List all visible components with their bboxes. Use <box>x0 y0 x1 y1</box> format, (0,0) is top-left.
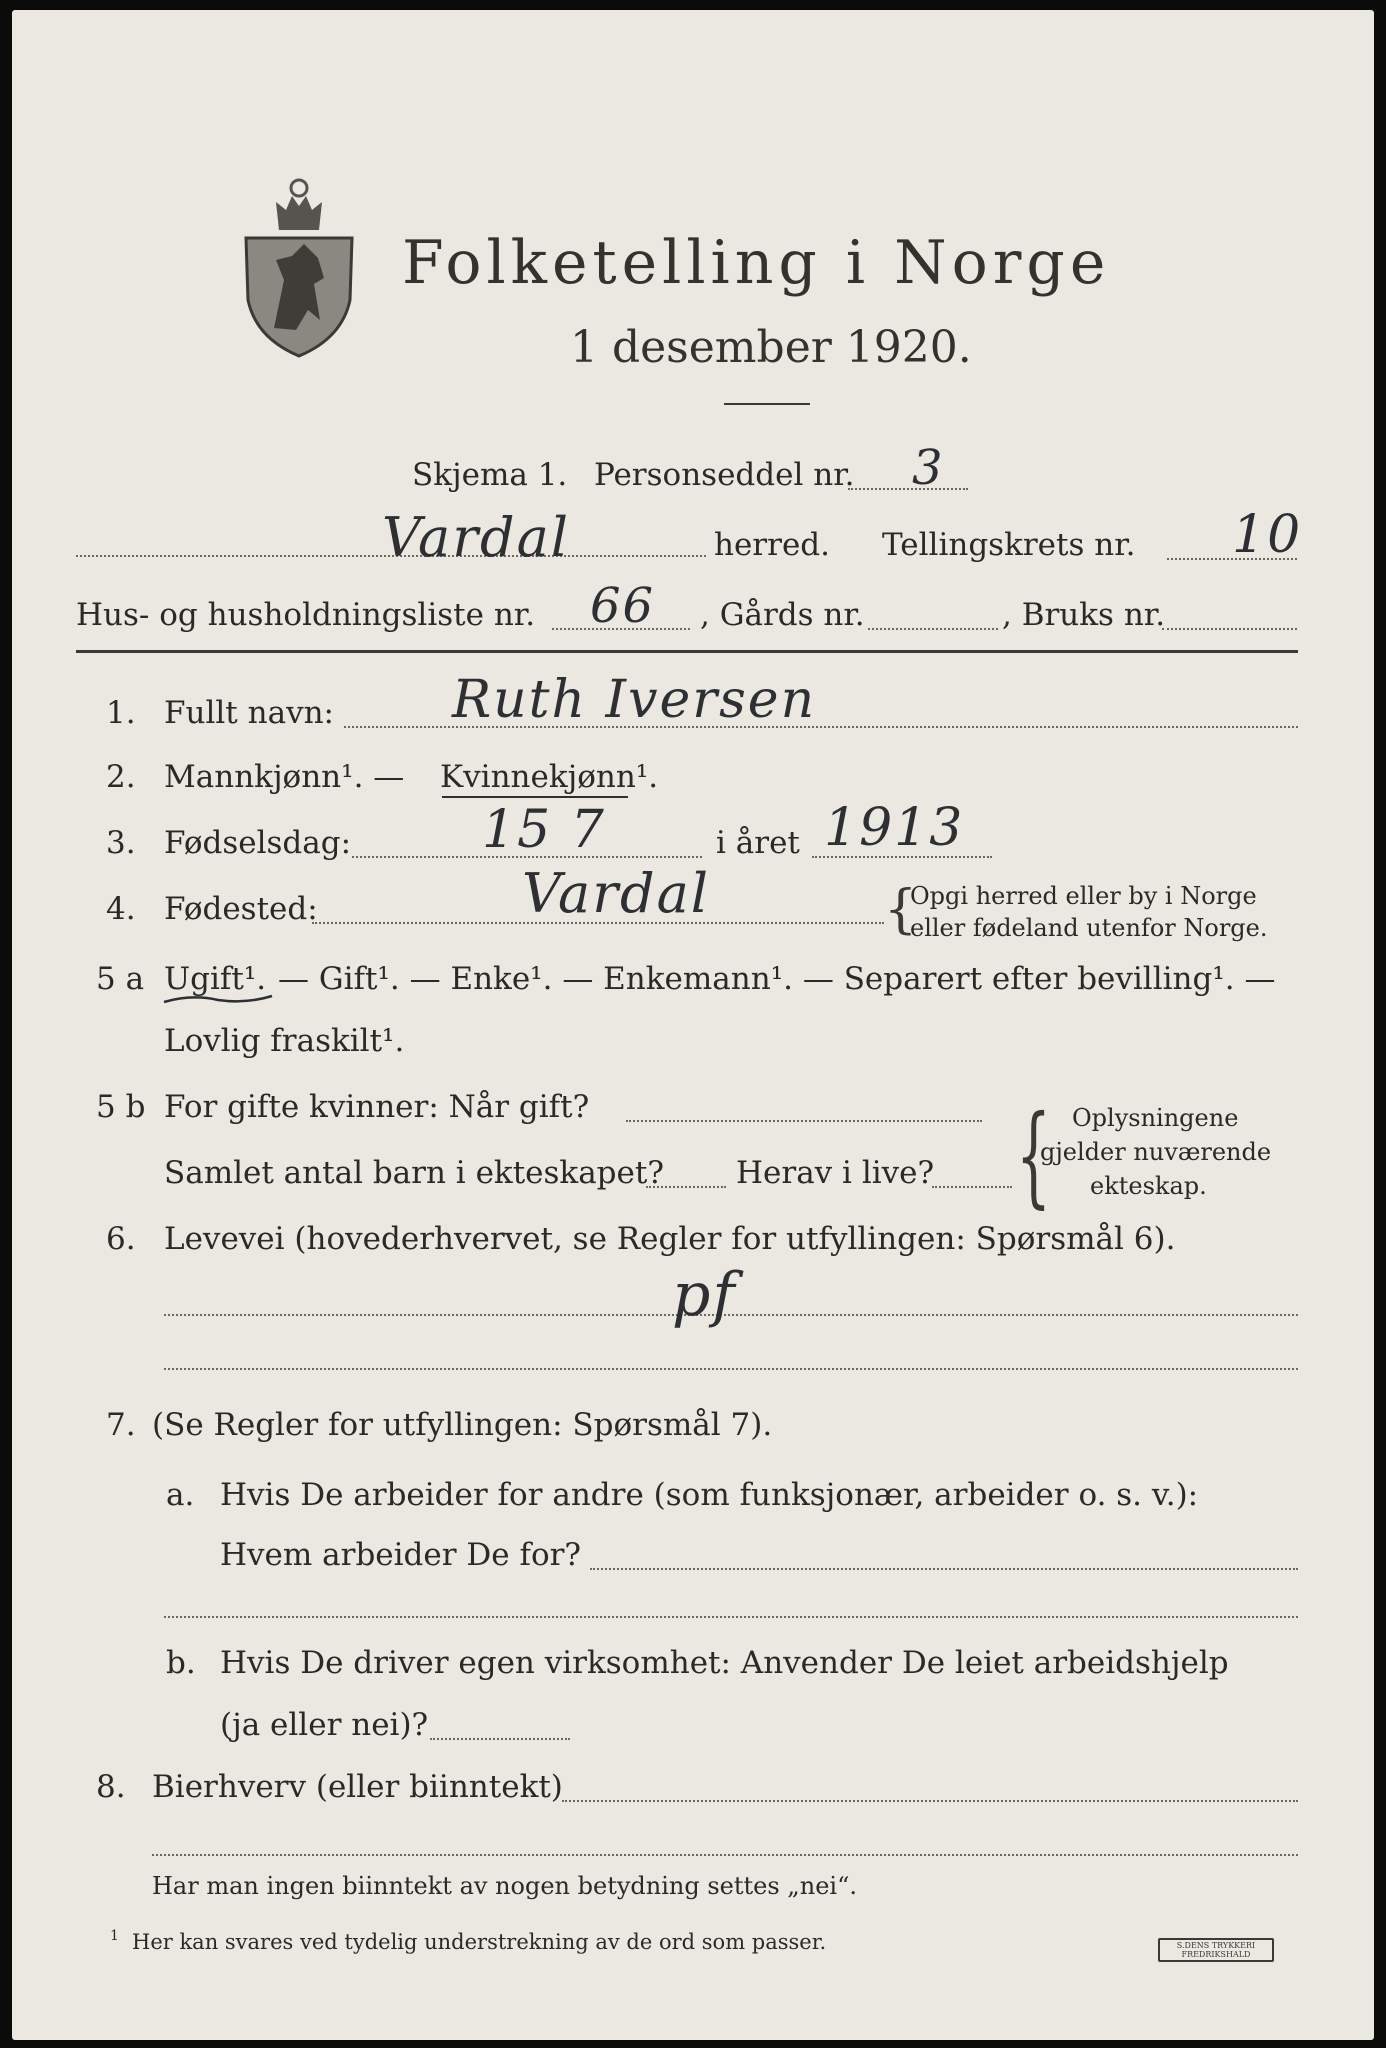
q5a-options[interactable]: — Gift¹. — Enke¹. — Enkemann¹. — Separert efter bevilling¹. — <box>278 961 1276 997</box>
q7b-line2: (ja eller nei)? <box>220 1707 429 1743</box>
q6-line-2 <box>164 1368 1298 1370</box>
q3-birthday-value[interactable]: 15 7 <box>482 800 606 860</box>
q7b-label: Hvis De driver egen virksomhet: Anvender De leiet arbeidshjelp <box>220 1645 1229 1681</box>
q5a-ugift[interactable]: Ugift¹. <box>164 961 267 997</box>
tellingskrets-value[interactable]: 10 <box>1232 505 1303 565</box>
bruks-label: , Bruks nr. <box>1002 597 1166 633</box>
q7a-line-extra <box>164 1616 1298 1618</box>
q1-full-name-value[interactable]: Ruth Iversen <box>452 670 817 730</box>
q5b-children-line <box>646 1186 726 1188</box>
footer-note: Har man ingen biinntekt av nogen betydning settes „nei“. <box>152 1872 857 1900</box>
q4-note-2: eller fødeland utenfor Norge. <box>910 914 1268 942</box>
q5b-children-label: Samlet antal barn i ekteskapet? <box>164 1155 664 1191</box>
q8-line <box>562 1800 1298 1802</box>
tellingskrets-label: Tellingskrets nr. <box>882 527 1136 563</box>
gaards-label: , Gårds nr. <box>700 597 865 633</box>
q5b-brace: { <box>1016 1091 1051 1219</box>
printer-stamp-line-2: FREDRIKSHALD <box>1181 1950 1251 1959</box>
footnote: Her kan svares ved tydelig understrekning av de ord som passer. <box>132 1930 827 1954</box>
q5b-note-1: Oplysningene <box>1072 1104 1239 1132</box>
hus-label: Hus- og husholdningsliste nr. <box>76 597 536 633</box>
q5b-married-line <box>626 1120 982 1122</box>
census-form-sheet <box>12 10 1374 2040</box>
printer-stamp <box>1158 1938 1274 1962</box>
q5b-note-2: gjelder nuværende <box>1040 1138 1272 1166</box>
bruks-line <box>1162 628 1297 630</box>
q5b-number: 5 b <box>96 1089 146 1125</box>
q7a-label: Hvis De arbeider for andre (som funksjonær, arbeider o. s. v.): <box>220 1477 1199 1513</box>
herred-value[interactable]: Vardal <box>382 506 571 569</box>
gaards-line <box>868 628 998 630</box>
q7-label: (Se Regler for utfyllingen: Spørsmål 7). <box>152 1407 773 1443</box>
q8-number: 8. <box>96 1769 126 1805</box>
personseddel-line <box>848 488 968 490</box>
q1-label: Fullt navn: <box>164 695 334 731</box>
skjema-label: Skjema 1. <box>412 457 568 493</box>
q3-label: Fødselsdag: <box>164 825 352 861</box>
q4-brace: { <box>884 880 918 940</box>
q5a-line2[interactable]: Lovlig fraskilt¹. <box>164 1023 405 1059</box>
q5b-note-3: ekteskap. <box>1090 1172 1207 1200</box>
q5a-ugift-underline <box>162 992 274 1006</box>
herred-label: herred. <box>714 527 830 563</box>
form-date: 1 desember 1920. <box>570 322 972 373</box>
q8-label: Bierhverv (eller biinntekt) <box>152 1769 563 1805</box>
q2-mannkjonn[interactable]: Mannkjønn¹. — <box>164 759 405 795</box>
q7b-letter: b. <box>166 1645 196 1681</box>
q5b-label: For gifte kvinner: Når gift? <box>164 1089 590 1125</box>
printer-stamp-line-1: S.DENS TRYKKERI <box>1176 1941 1256 1950</box>
q5b-alive-label: Herav i live? <box>736 1155 935 1191</box>
q5b-alive-line <box>932 1186 1012 1188</box>
q3-year-label: i året <box>716 825 800 861</box>
personseddel-label: Personseddel nr. <box>594 457 855 493</box>
q2-number: 2. <box>106 759 136 795</box>
q2-underline <box>442 796 628 798</box>
norway-coat-of-arms-icon <box>234 160 364 360</box>
q6-label: Levevei (hovederhvervet, se Regler for utfyllingen: Spørsmål 6). <box>164 1221 1176 1257</box>
q7a-line <box>590 1568 1298 1570</box>
q3-number: 3. <box>106 825 136 861</box>
q7b-line <box>430 1738 570 1740</box>
q2-kvinnekjonn[interactable]: Kvinnekjønn¹. <box>440 759 659 795</box>
q6-number: 6. <box>106 1221 136 1257</box>
header-rule <box>76 650 1298 653</box>
title-divider <box>724 403 810 405</box>
personseddel-value[interactable]: 3 <box>912 440 945 496</box>
hus-value[interactable]: 66 <box>590 578 656 634</box>
q7a-line2: Hvem arbeider De for? <box>220 1537 582 1573</box>
footnote-mark: 1 <box>110 1928 119 1944</box>
q7-number: 7. <box>106 1407 136 1443</box>
q4-number: 4. <box>106 891 136 927</box>
q7a-letter: a. <box>166 1477 195 1513</box>
q4-note-1: Opgi herred eller by i Norge <box>910 882 1257 910</box>
q1-number: 1. <box>106 695 136 731</box>
q4-birthplace-value[interactable]: Vardal <box>522 862 711 925</box>
q4-label: Fødested: <box>164 891 318 927</box>
q6-occupation-value[interactable]: pf <box>672 1260 737 1330</box>
q5a-number: 5 a <box>96 961 145 997</box>
form-title: Folketelling i Norge <box>402 228 1111 298</box>
q3-year-value[interactable]: 1913 <box>824 798 965 858</box>
q8-line-extra <box>152 1854 1298 1856</box>
